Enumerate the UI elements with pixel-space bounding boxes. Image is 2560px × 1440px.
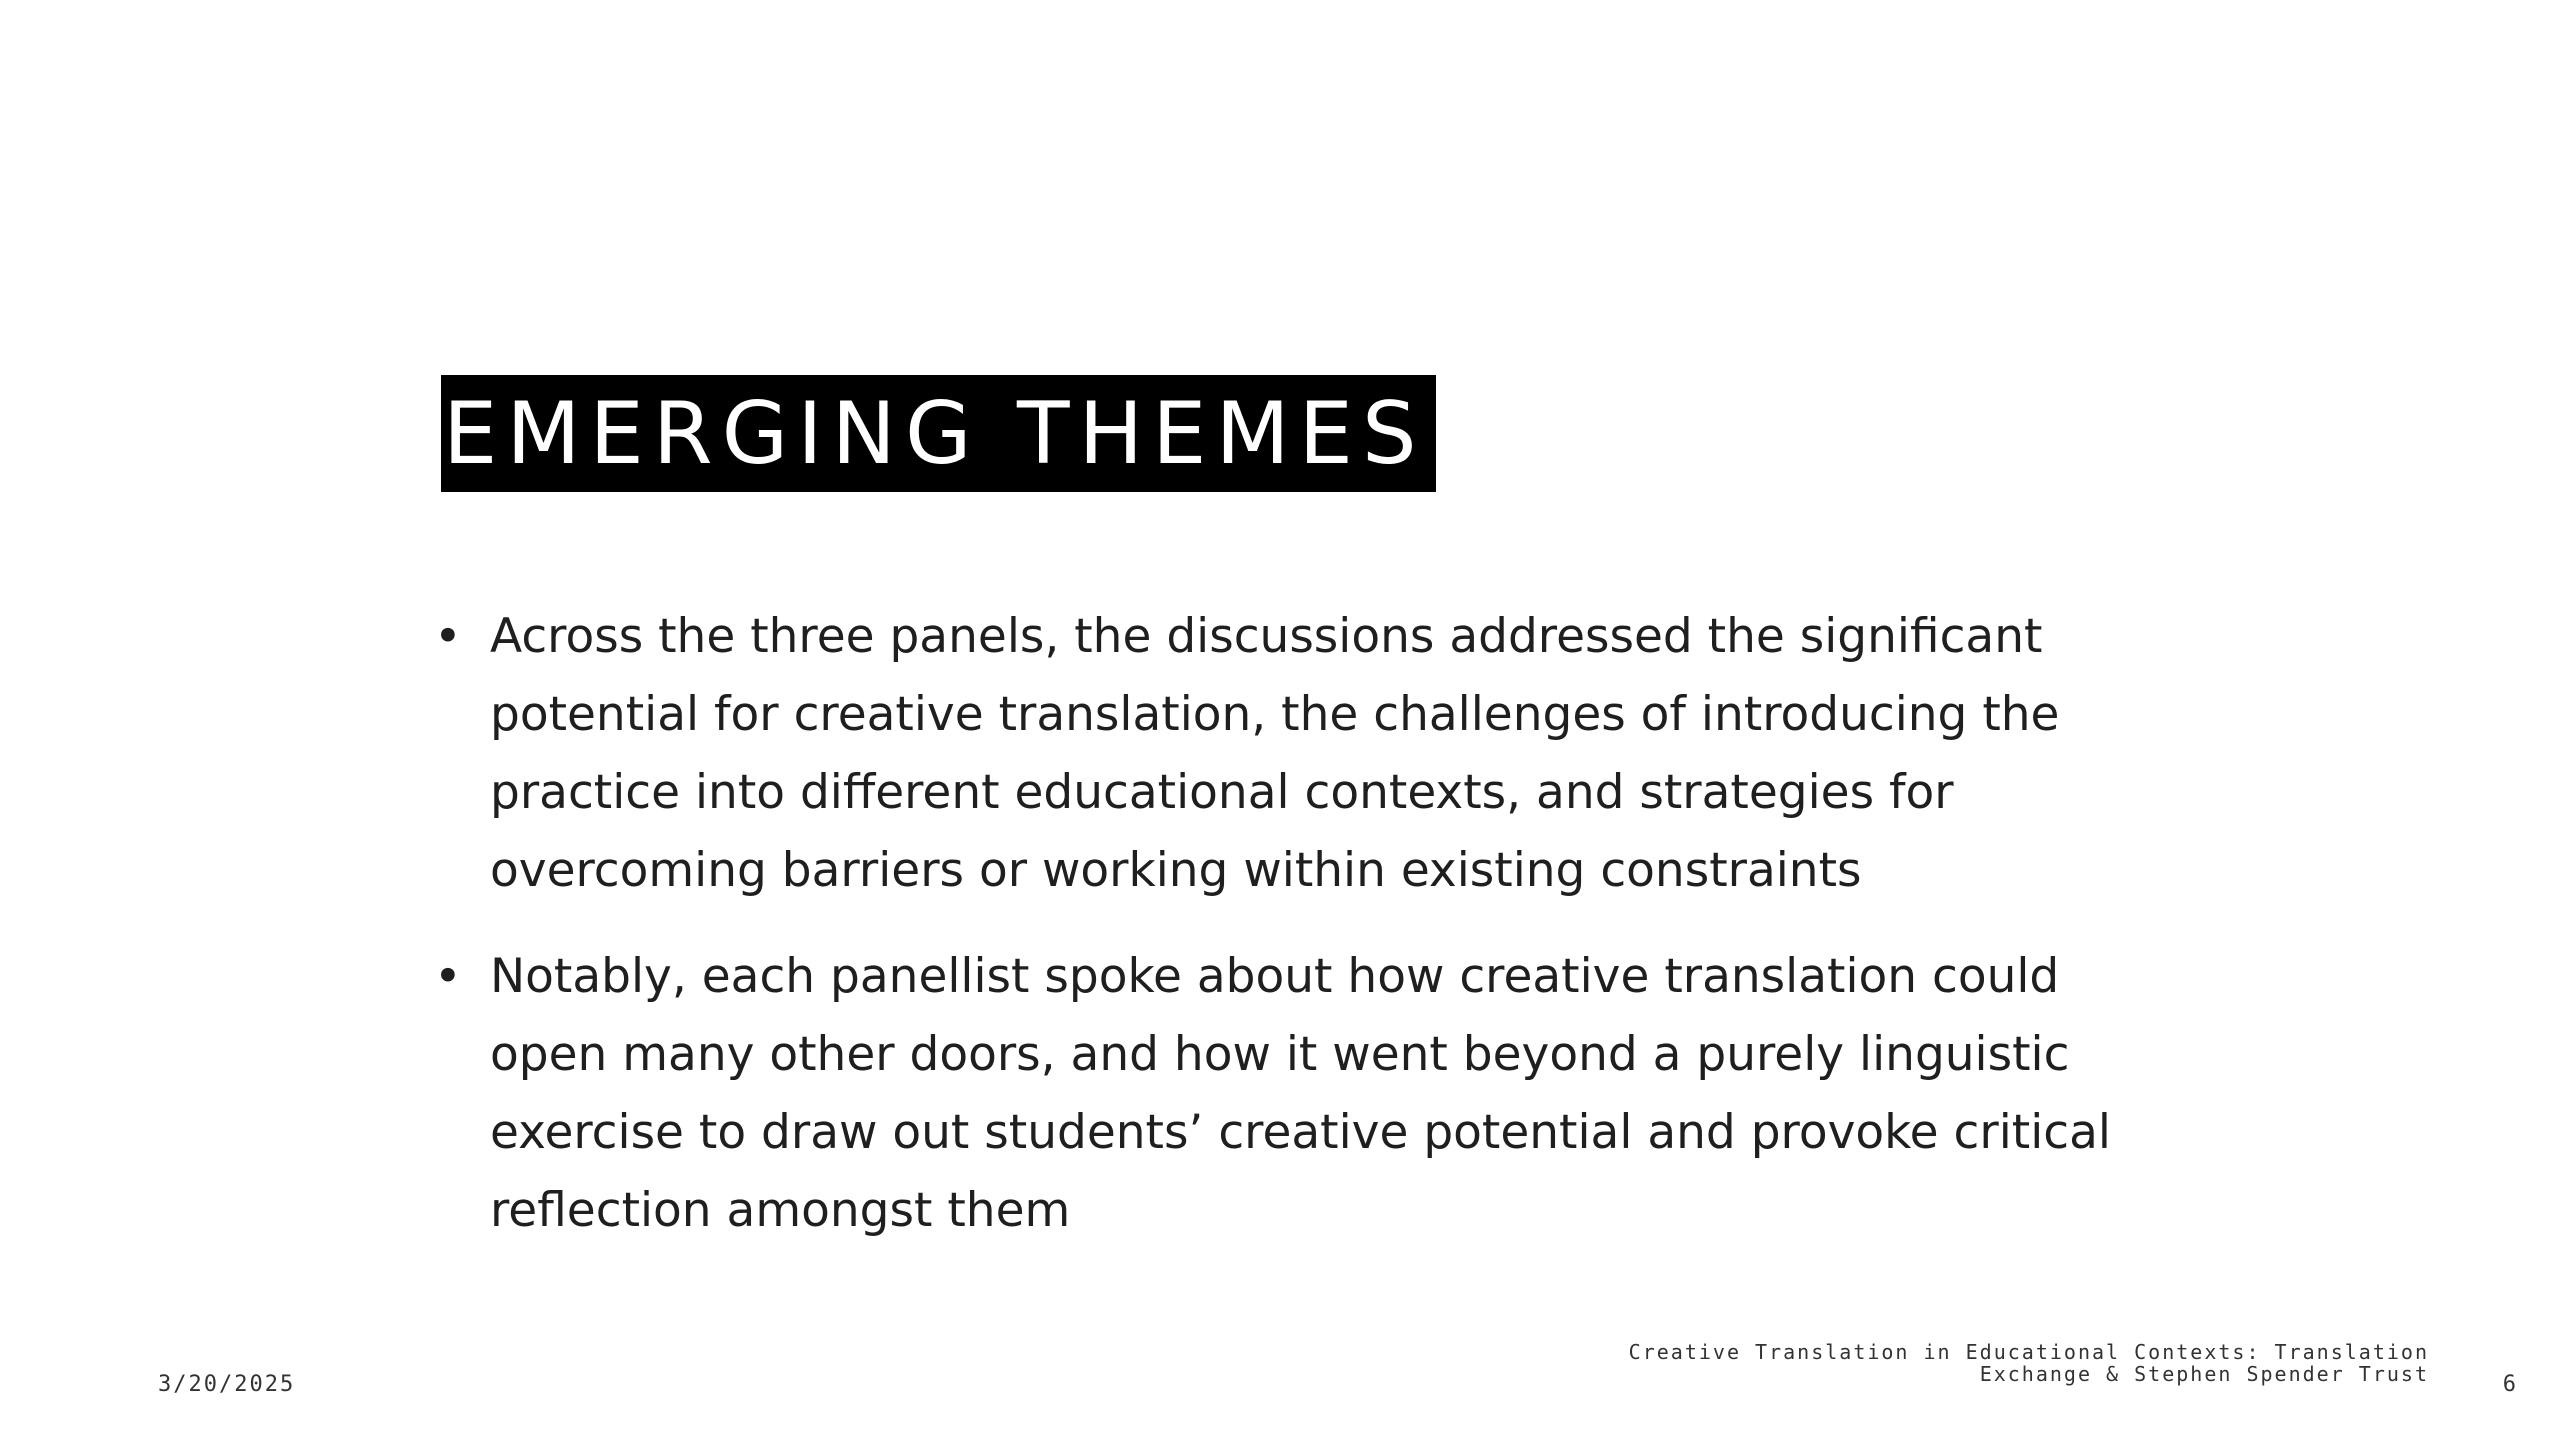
bullet-marker: •: [434, 609, 462, 664]
bullet-text: Across the three panels, the discussions addressed the significant potential for creative translation, the challenges of introducing the practice into different educational contexts, and strategies for overcoming barriers or working within existing constraints: [490, 609, 2060, 898]
slide-title: EMERGING THEMES: [443, 383, 1426, 484]
page-number: 6: [2502, 1372, 2516, 1397]
footer-date: 3/20/2025: [158, 1372, 296, 1397]
bullet-item: [434, 598, 2134, 910]
title-banner: [441, 375, 1436, 492]
bullet-marker: •: [434, 949, 462, 1004]
footer-text: Creative Translation in Educational Contexts: Translation Exchange & Stephen Spender Trust: [1628, 1340, 2429, 1386]
bullet-text: Notably, each panellist spoke about how creative translation could open many other doors, and how it went beyond a purely linguistic exercise to draw out students’ creative potential and provoke critical reflection amongst them: [490, 949, 2111, 1238]
bullet-item: [434, 938, 2134, 1250]
bullet-list: [434, 598, 2134, 1278]
